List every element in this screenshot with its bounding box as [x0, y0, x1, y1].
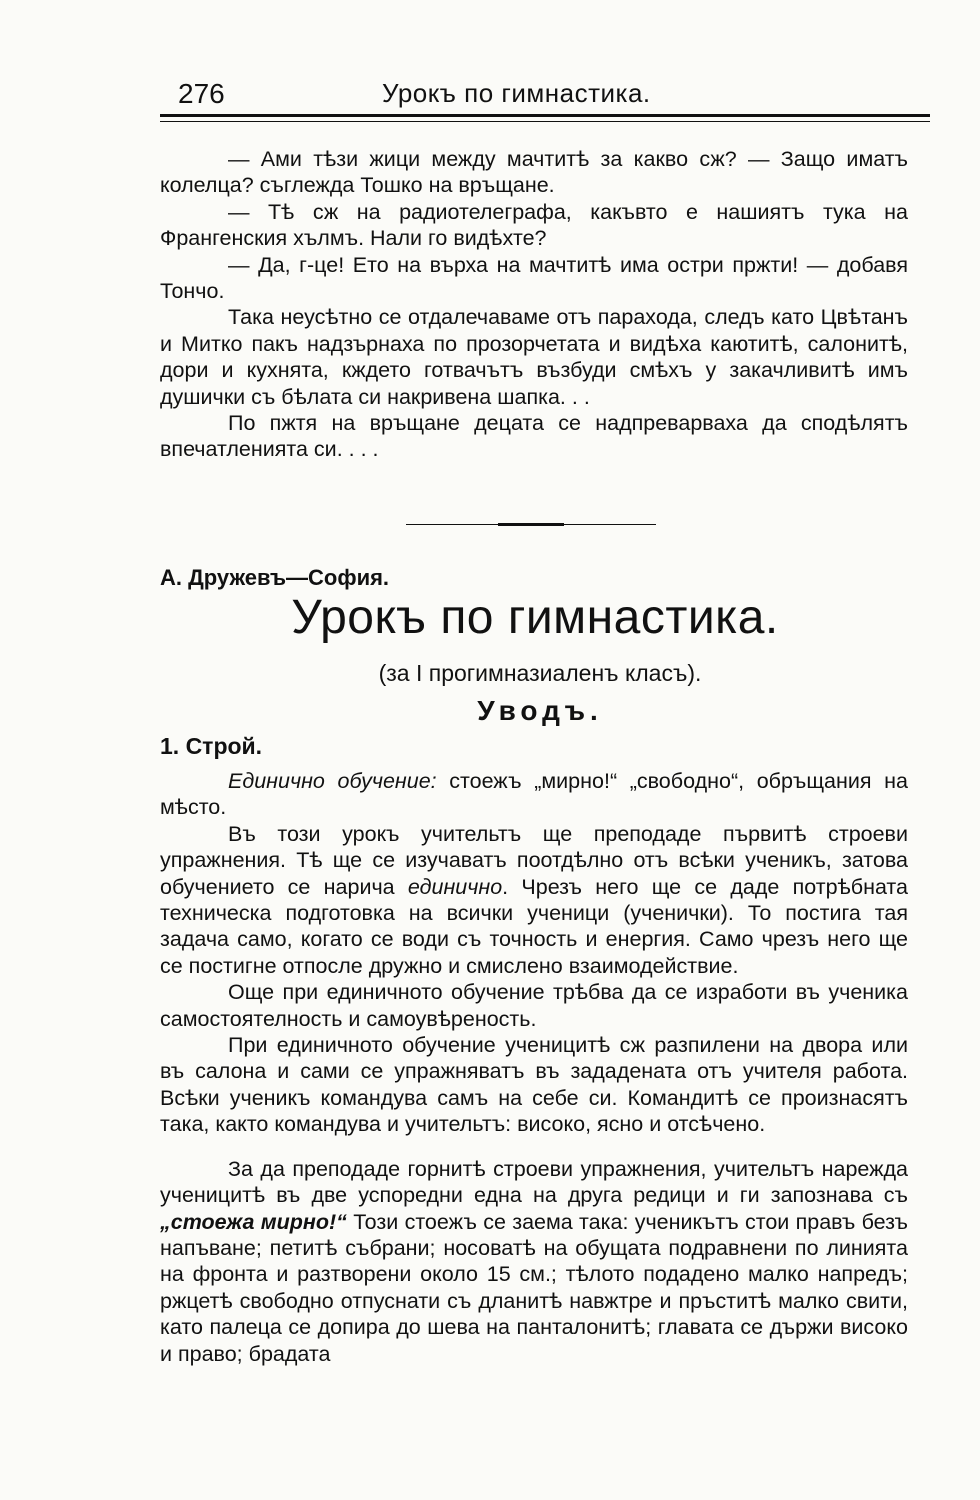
header-rule-thin	[160, 121, 930, 122]
subsection-heading: 1. Строй.	[160, 733, 263, 759]
paragraph: Още при единичното обучение трѣбва да се изработи въ ученика самостоятелность и самоувѣреность.	[160, 980, 908, 1031]
header-rule-thick	[160, 114, 930, 117]
paragraph: При единичното обучение ученицитѣ сж разпилени на двора или въ салона и сами се упражняватъ въ зададената отъ учителя работа. Всѣки ученикъ командува самъ на себе си. Командитѣ се произнасятъ така, както командува и учительтъ: високо, ясно и отсѣчено.	[160, 1033, 908, 1137]
paragraph-text: Въ този урокъ учительтъ ще преподаде първитѣ строеви упражнения. Тѣ ще се изучаватъ поотдѣлно отъ всѣки ученикъ, затова обучението се нарича	[160, 821, 908, 899]
running-title: Урокъ по гимнастика.	[382, 78, 651, 108]
paragraph-text: . Чрезъ него ще се даде потрѣбната техническа подготовка на всички ученици (ученички). То постига тая задача само, когато се води съ точность и енергия. Само чрезъ него ще се постигне отпосле дружно и смислено взаимодействие.	[160, 874, 908, 978]
page-header	[160, 78, 930, 112]
paragraph: — Ами тѣзи жици между мачтитѣ за какво сж? — Защо иматъ колелца? съглежда Тошко на връщане.	[160, 147, 908, 198]
paragraph: — Тѣ сж на радиотелеграфа, какъвто е нашиятъ тука на Франгенския хълмъ. Нали го видѣхте?	[160, 199, 908, 251]
paragraph: Така неусѣтно се отдалечаваме отъ парахода, следъ като Цвѣтанъ и Митко пакъ надзърнаха по прозорчетата и видѣха каютитѣ, салонитѣ, дори и кухнята, кждето готвачътъ възбуди смѣхъ у закачливитѣ имъ душички съ бѣлата си накривена шапка. . .	[160, 305, 908, 409]
paragraph-text: стоежъ „мирно!“ „свободно“, обръщания на мѣсто.	[160, 769, 908, 820]
article-subtitle: (за I прогимназиаленъ класъ).	[378, 660, 702, 686]
article-title: Урокъ по гимнастика.	[291, 591, 779, 644]
paragraph: По пжтя на връщане децата се надпреварваха да сподѣлятъ впечатленията си. . . .	[160, 411, 908, 462]
separator-thick	[498, 523, 564, 526]
section-separator	[406, 523, 656, 526]
paragraph	[160, 1156, 908, 1367]
article-body	[160, 768, 908, 1367]
article-author: А. Дружевъ—София.	[160, 565, 390, 590]
paragraph-text: За да преподаде горнитѣ строеви упражнения, учительтъ нарежда ученицитѣ въ две успоредни една на друга редици и ги запознава съ	[160, 1156, 908, 1208]
paragraph	[160, 768, 908, 821]
paragraph-text: Този стоежъ се заема така: ученикътъ стои правъ безъ напъване; петитѣ събрани; носоватѣ на обущата подравнени по линията на фронта и разтворени около 15 см.; тѣлото подадено малко напредъ; ржцетѣ свободно отпуснати съ дланитѣ навжтре и пръститѣ малко свити, като палеца се допира до шева на панталонитѣ; главата се държи високо и право; брадата	[160, 1209, 908, 1366]
section-heading: Уводъ.	[477, 695, 603, 726]
continued-story	[160, 146, 908, 463]
paragraph: — Да, г-це! Ето на върха на мачтитѣ има остри пржти! — добавя Тончо.	[160, 252, 908, 304]
italic-term: Единично обучение:	[228, 769, 437, 793]
italic-term: единично	[407, 874, 503, 899]
italic-term: „стоежа мирно!“	[160, 1209, 347, 1234]
paragraph	[160, 821, 908, 979]
page-number: 276	[178, 78, 225, 109]
paragraph-gap	[160, 1138, 908, 1156]
